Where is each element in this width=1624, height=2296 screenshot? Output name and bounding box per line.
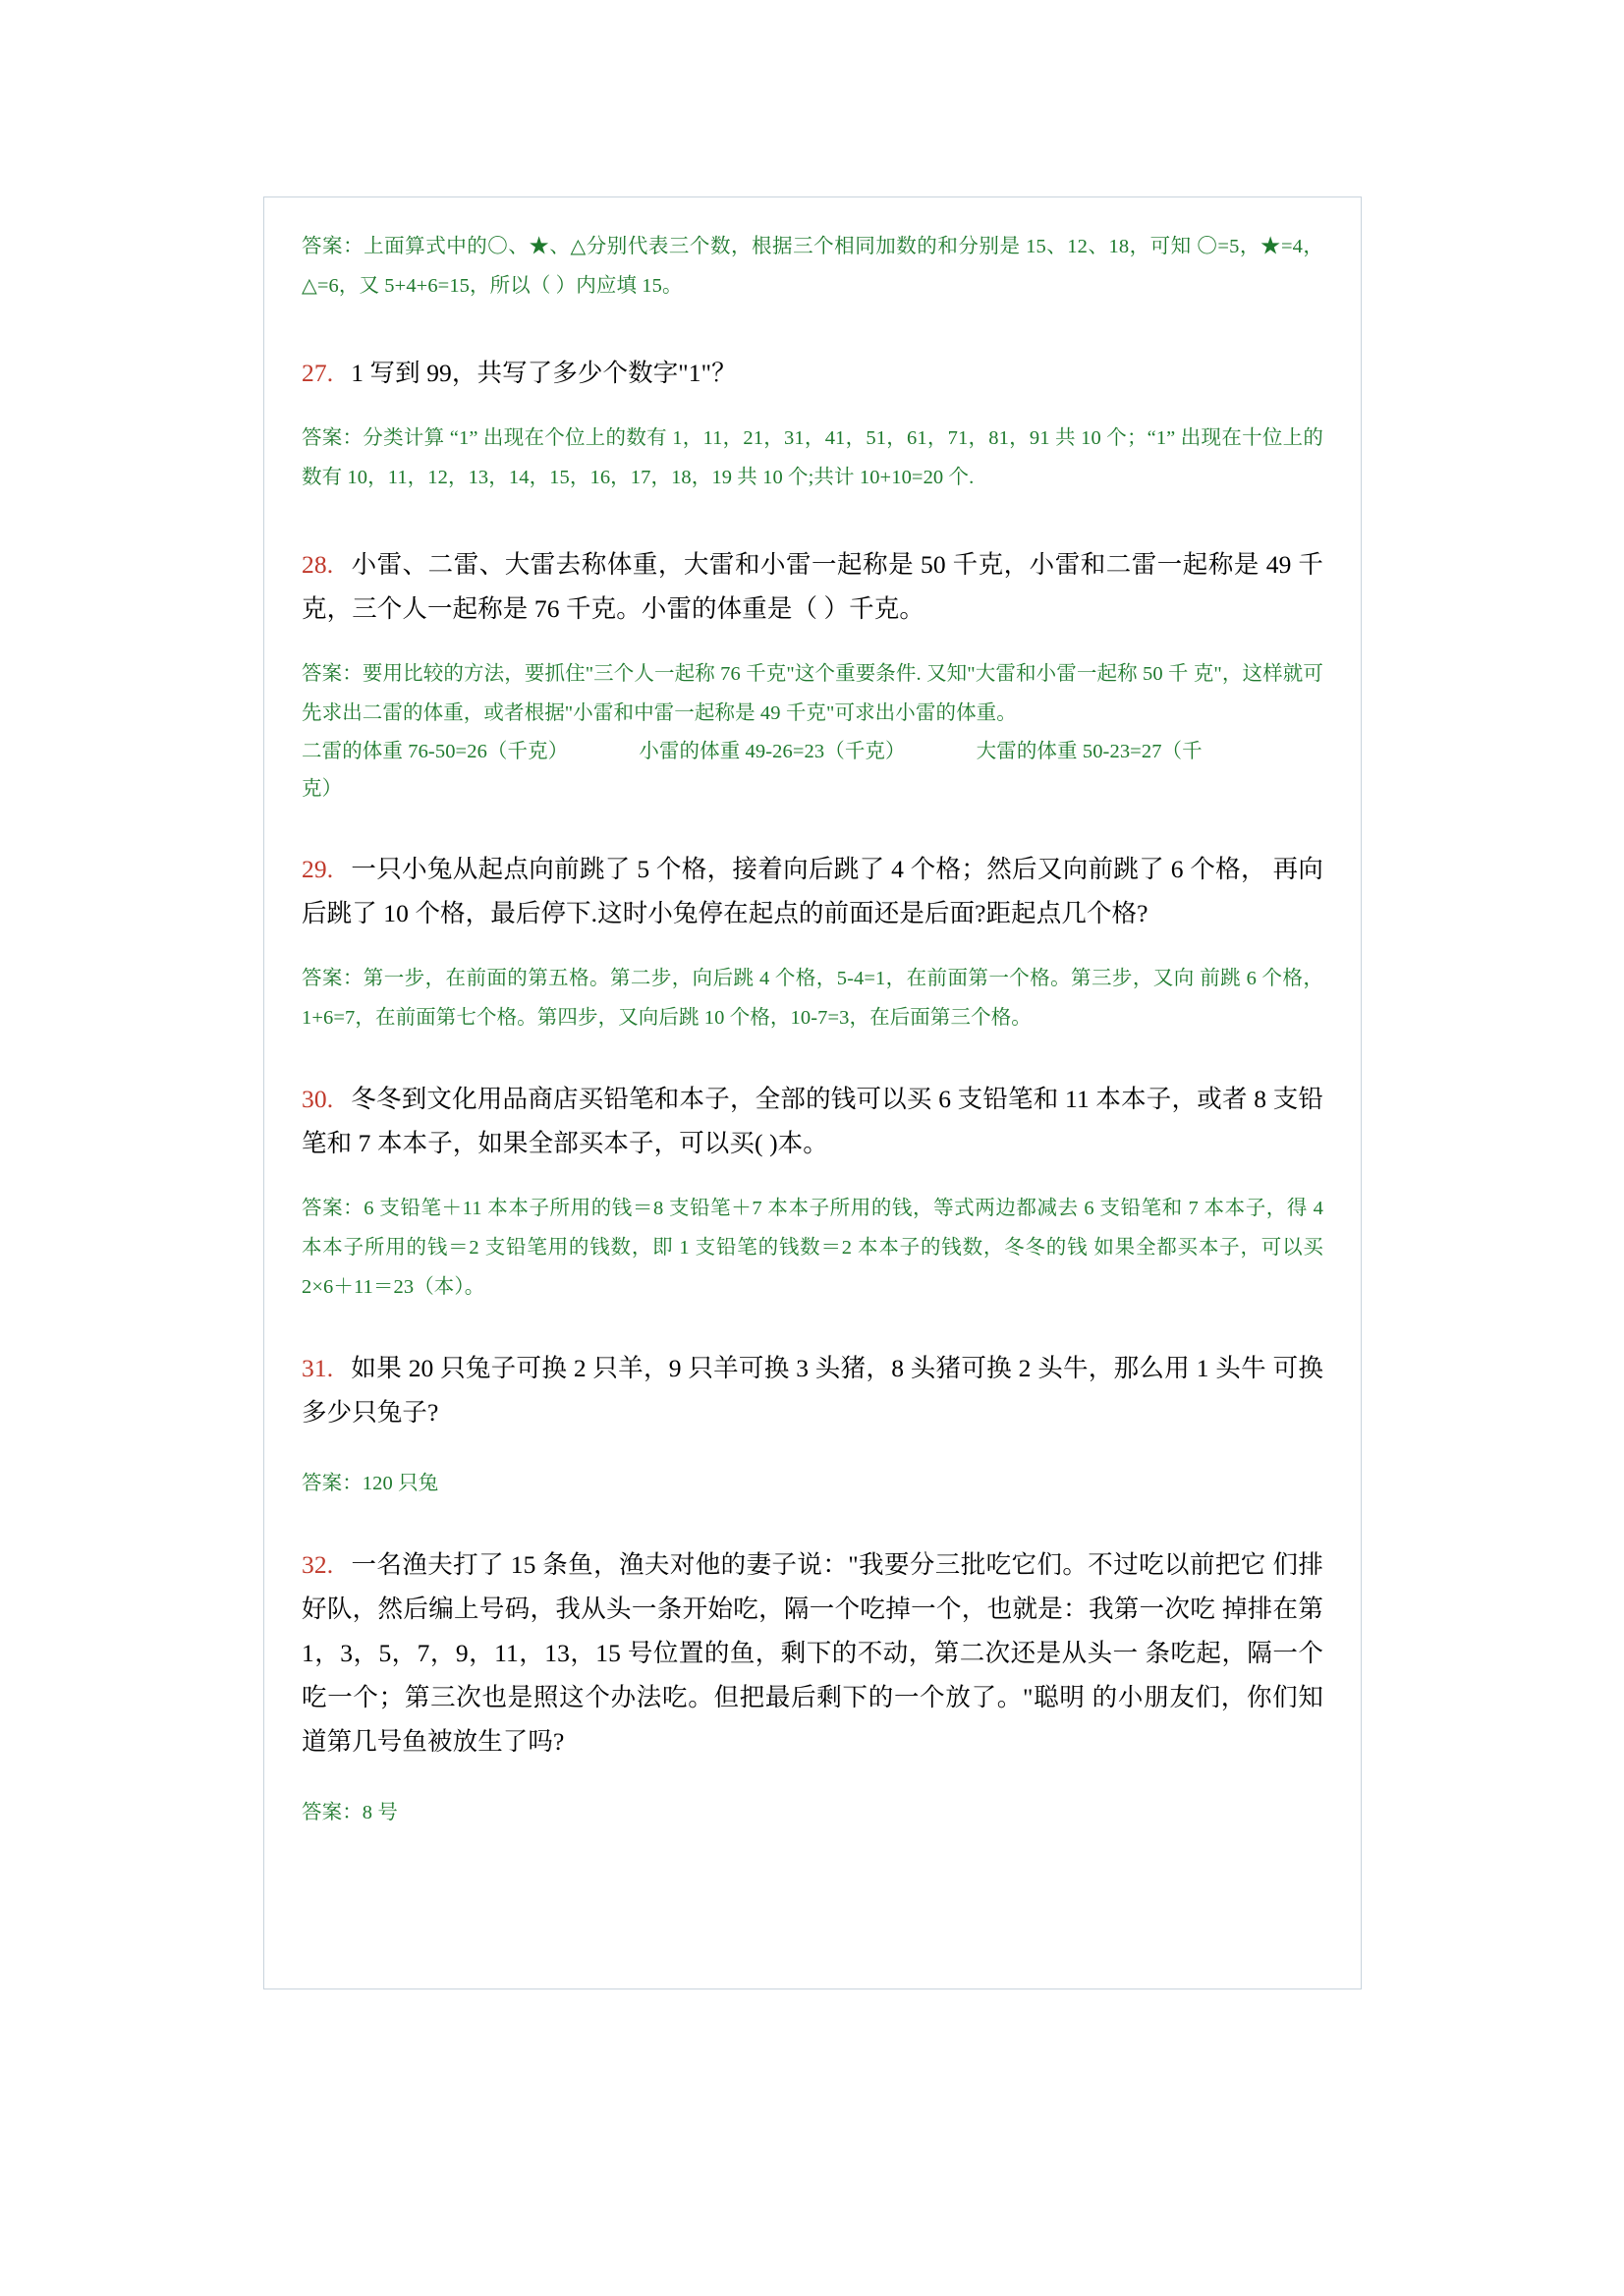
question-text bbox=[302, 1346, 1323, 1434]
document-page-frame bbox=[263, 196, 1362, 1989]
answer-text bbox=[302, 959, 1323, 1037]
answer-computation-row bbox=[302, 733, 1323, 770]
question-line: 一只小兔从起点向前跳了 5 个格，接着向后跳了 4 个格；然后又向前跳了 6 个格， bbox=[351, 855, 1266, 883]
qa-block-29 bbox=[302, 847, 1323, 1037]
question-line: 一名渔夫打了 15 条鱼，渔夫对他的妻子说："我要分三批吃它们。不过吃以前把它 bbox=[351, 1550, 1266, 1579]
answer-line: 前跳 6 个格，1+6=7，在前面第七个格。第四步，又向后跳 10 个格，10-7=3，在后面第三个格。 bbox=[302, 968, 1323, 1029]
answer-line: 答案：要用比较的方法，要抓住"三个人一起称 76 千克"这个重要条件. 又知"大雷和小雷一起称 50 千 bbox=[302, 663, 1189, 685]
question-line: 掉排在第 1，3，5，7，9，11，13，15 号位置的鱼，剩下的不动，第二次还是从头一 bbox=[302, 1595, 1323, 1667]
question-line: 们排好队，然后编上号码，我从头一条开始吃，隔一个吃掉一个，也就是：我第一次吃 bbox=[302, 1550, 1323, 1623]
question-number: 27. bbox=[302, 359, 334, 387]
answer-text bbox=[302, 419, 1323, 497]
question-line: 的小朋友们，你们知道第几号鱼被放生了吗? bbox=[302, 1683, 1323, 1756]
question-line: 支铅笔和 7 本本子，如果全部买本子，可以买( )本。 bbox=[302, 1085, 1323, 1157]
question-number: 31. bbox=[302, 1354, 334, 1382]
spacer bbox=[302, 939, 1323, 959]
question-text bbox=[302, 351, 1323, 395]
spacer bbox=[302, 813, 1323, 847]
answer-text bbox=[302, 1189, 1323, 1307]
question-text bbox=[302, 847, 1323, 935]
answer-line: 本本子，得 4 本本子所用的钱＝2 支铅笔用的钱数，即 1 支铅笔的钱数＝2 本本子的钱数，冬冬的钱 bbox=[302, 1198, 1324, 1259]
answer-block-26 bbox=[302, 227, 1323, 306]
answer-column: 小雷的体重 49-26=23（千克） bbox=[639, 741, 906, 762]
answer-text bbox=[302, 654, 1323, 733]
qa-block-27 bbox=[302, 351, 1323, 497]
question-line: 如果 20 只兔子可换 2 只羊，9 只羊可换 3 头猪，8 头猪可换 2 头牛，那么用 1 头牛 bbox=[351, 1354, 1266, 1382]
answer-text bbox=[302, 1793, 1323, 1832]
answer-line: 答案：上面算式中的〇、★、△分别代表三个数，根据三个相同加数的和分别是 15、12、18，可知 bbox=[302, 236, 1192, 257]
spacer bbox=[302, 1767, 1323, 1793]
spacer bbox=[302, 1169, 1323, 1189]
answer-line: 如果全都买本子，可以买 2×6＋11＝23（本）。 bbox=[302, 1237, 1323, 1298]
spacer bbox=[302, 635, 1323, 654]
question-text bbox=[302, 542, 1323, 631]
question-line: 1 写到 99，共写了多少个数字"1"？ bbox=[351, 359, 737, 387]
question-line: 49 千克，三个人一起称是 76 千克。小雷的体重是（ ）千克。 bbox=[302, 550, 1323, 623]
answer-line: 〇=5，★=4，△=6，又 5+4+6=15，所以（ ）内应填 15。 bbox=[302, 236, 1323, 297]
question-text bbox=[302, 1077, 1323, 1165]
spacer bbox=[302, 311, 1323, 351]
spacer bbox=[302, 1043, 1323, 1077]
answer-line: 答案：第一步，在前面的第五格。第二步，向后跳 4 个格，5-4=1，在前面第一个格。第三步，又向 bbox=[302, 968, 1195, 989]
answer-text bbox=[302, 1464, 1323, 1503]
answer-line: 答案：分类计算 “1” 出现在个位上的数有 1，11，21，31，41，51，61，71，81，91 共 10 个；“1” bbox=[302, 427, 1176, 449]
answer-line: 出现在十位上的数有 10，11，12，13，14，15，16，17，18，19 共 10 个;共计 10+10=20 个. bbox=[302, 427, 1324, 488]
answer-line: 克"，这样就可先求出二雷的体重，或者根据"小雷和中雷一起称是 49 千克"可求出小雷的体重。 bbox=[302, 663, 1323, 724]
question-text bbox=[302, 1542, 1323, 1764]
answer-line: 克） bbox=[302, 778, 343, 800]
answer-line: 答案：120 只兔 bbox=[302, 1473, 439, 1494]
question-number: 29. bbox=[302, 855, 334, 883]
qa-block-32 bbox=[302, 1542, 1323, 1832]
question-line: 小雷、二雷、大雷去称体重，大雷和小雷一起称是 50 千克，小雷和二雷一起称是 bbox=[351, 550, 1260, 579]
qa-block-31 bbox=[302, 1346, 1323, 1503]
spacer bbox=[302, 1438, 1323, 1464]
answer-line: 答案：6 支铅笔＋11 本本子所用的钱＝8 支铅笔＋7 本本子所用的钱，等式两边都减去 6 支铅笔和 7 bbox=[302, 1198, 1199, 1219]
spacer bbox=[302, 1509, 1323, 1542]
spacer bbox=[302, 1313, 1323, 1346]
question-line: 再向后跳了 10 个格，最后停下.这时小兔停在起点的前面还是后面?距起点几个格? bbox=[302, 855, 1323, 927]
question-number: 32. bbox=[302, 1550, 334, 1579]
spacer bbox=[302, 503, 1323, 542]
question-line: 可换多少只兔子? bbox=[302, 1354, 1323, 1427]
answer-column: 大雷的体重 50-23=27（千 bbox=[976, 741, 1203, 762]
qa-block-28 bbox=[302, 542, 1323, 808]
answer-text bbox=[302, 227, 1323, 306]
question-line: 冬冬到文化用品商店买铅笔和本子，全部的钱可以买 6 支铅笔和 11 本本子，或者 8 bbox=[351, 1085, 1267, 1113]
question-number: 30. bbox=[302, 1085, 334, 1113]
spacer bbox=[302, 399, 1323, 419]
question-line: 条吃起，隔一个吃一个；第三次也是照这个办法吃。但把最后剩下的一个放了。"聪明 bbox=[302, 1639, 1324, 1711]
document-content-area bbox=[302, 227, 1323, 1838]
answer-computation-tail bbox=[302, 770, 1323, 808]
qa-block-30 bbox=[302, 1077, 1323, 1307]
answer-column: 二雷的体重 76-50=26（千克） bbox=[302, 741, 569, 762]
answer-line: 答案：8 号 bbox=[302, 1802, 398, 1823]
question-number: 28. bbox=[302, 550, 334, 579]
